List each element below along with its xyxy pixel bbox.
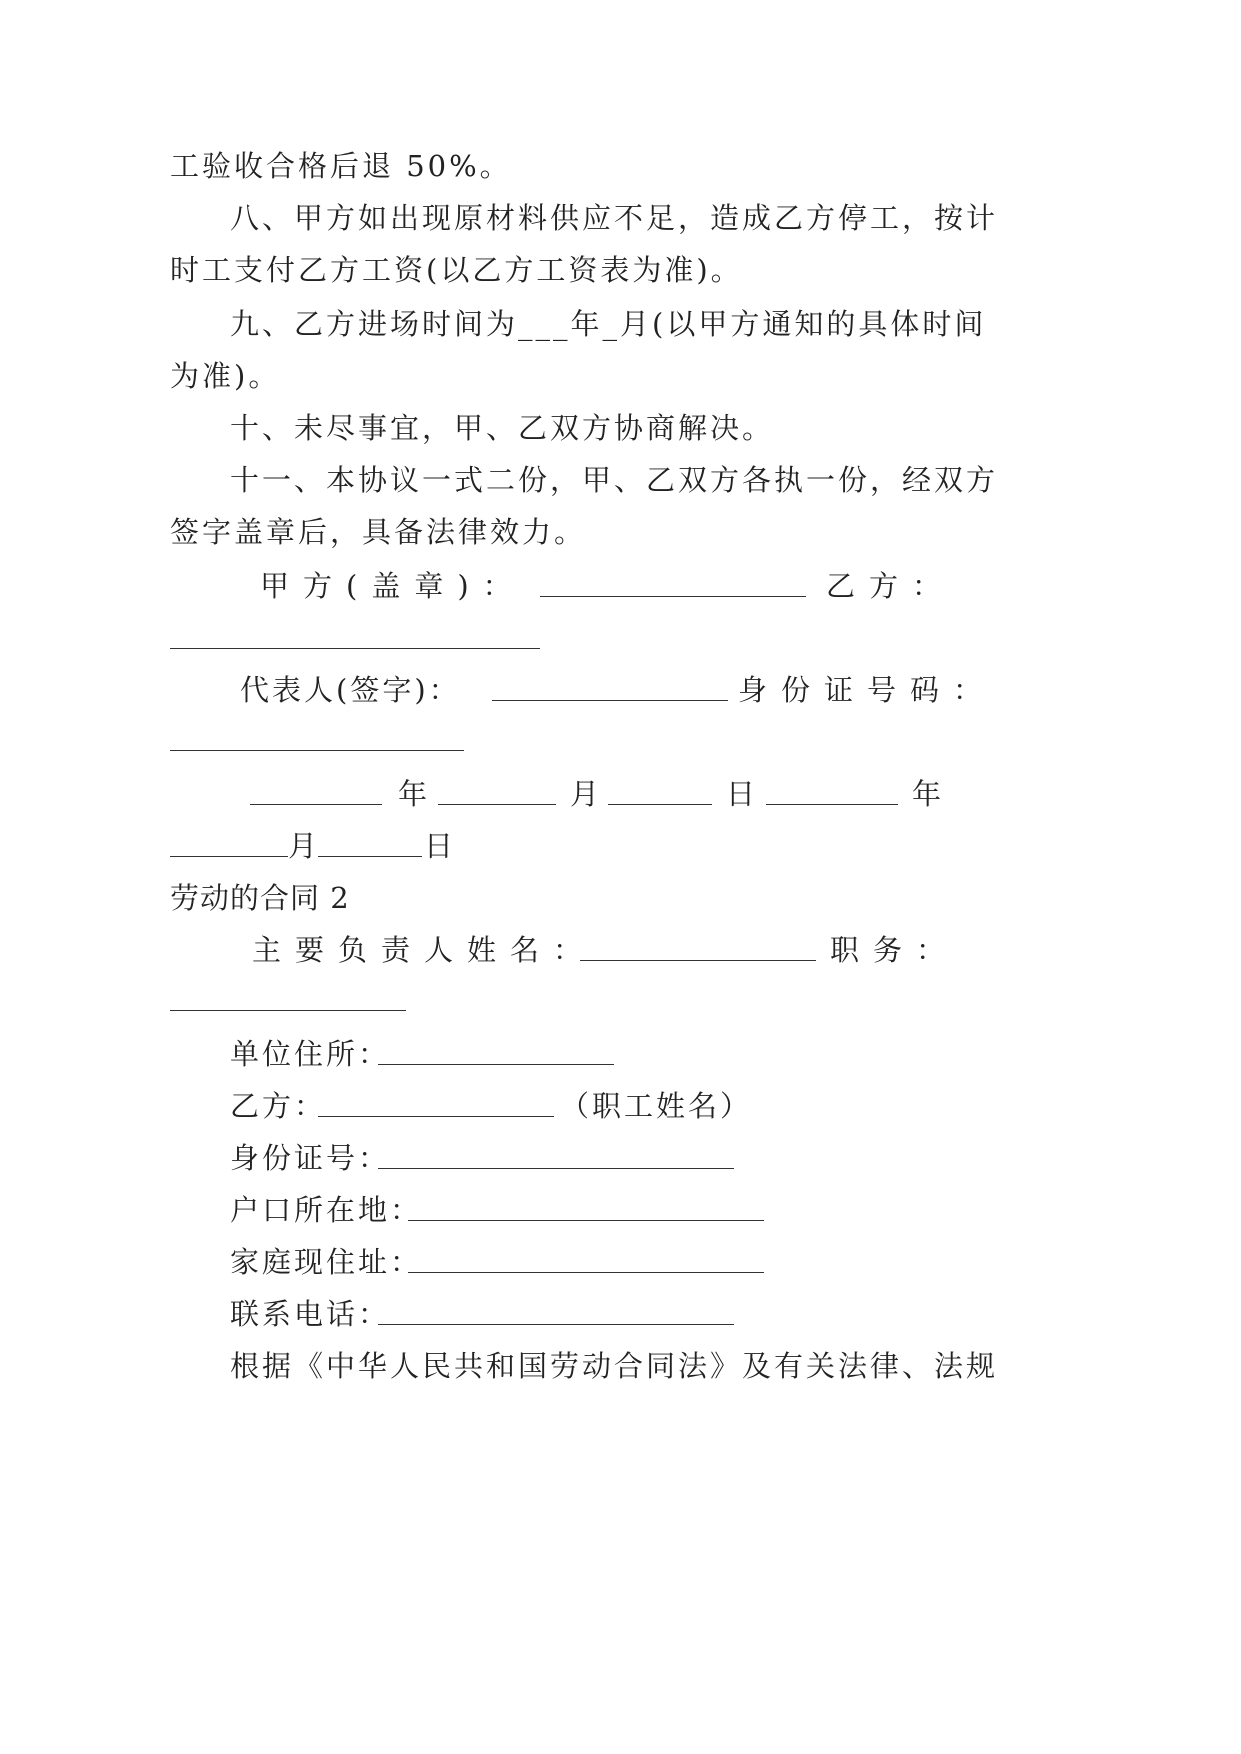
unit-address-label: 单位住所： bbox=[230, 1037, 391, 1071]
clause-8-line-1: 八、甲方如出现原材料供应不足，造成乙方停工，按计 bbox=[230, 201, 999, 235]
id-number-blank[interactable] bbox=[170, 750, 464, 751]
date-a-day-label: 日 bbox=[726, 777, 756, 811]
clause-8-line-2: 时工支付乙方工资(以乙方工资表为准)。 bbox=[170, 253, 743, 287]
date-b-month-label: 月 bbox=[288, 829, 318, 863]
date-a-year-blank[interactable] bbox=[250, 804, 382, 805]
clause-11-line-1: 十一、本协议一式二份，甲、乙双方各执一份，经双方 bbox=[230, 463, 999, 497]
party-b-label: 乙方： bbox=[826, 569, 956, 603]
employee-name-blank[interactable] bbox=[318, 1116, 554, 1117]
clause-9-line-1: 九、乙方进场时间为___年_月(以甲方通知的具体时间 bbox=[230, 307, 987, 341]
phone-label: 联系电话： bbox=[230, 1297, 391, 1331]
manager-name-blank[interactable] bbox=[580, 960, 816, 961]
phone-blank[interactable] bbox=[378, 1324, 734, 1325]
date-b-year-blank[interactable] bbox=[766, 804, 898, 805]
date-a-month-label: 月 bbox=[570, 777, 600, 811]
home-address-blank[interactable] bbox=[408, 1272, 764, 1273]
home-address-label: 家庭现住址： bbox=[230, 1245, 423, 1279]
representative-blank[interactable] bbox=[492, 700, 728, 701]
position-label: 职务： bbox=[830, 933, 960, 967]
clause-11-line-2: 签字盖章后，具备法律效力。 bbox=[170, 515, 587, 549]
manager-name-label: 主要负责人姓名： bbox=[252, 933, 597, 967]
unit-address-blank[interactable] bbox=[378, 1064, 614, 1065]
clause-7-continuation: 工验收合格后退 50%。 bbox=[170, 149, 512, 183]
household-label: 户口所在地： bbox=[230, 1193, 423, 1227]
legal-basis-text: 根据《中华人民共和国劳动合同法》及有关法律、法规 bbox=[230, 1349, 999, 1383]
date-a-day-blank[interactable] bbox=[608, 804, 712, 805]
section-title: 劳动的合同 2 bbox=[170, 881, 350, 915]
party-b-name-label: 乙方： bbox=[230, 1089, 327, 1123]
position-blank[interactable] bbox=[170, 1010, 406, 1011]
clause-9-line-2: 为准)。 bbox=[170, 359, 281, 393]
employee-name-note: （职工姓名） bbox=[560, 1089, 753, 1123]
id-no-label: 身份证号： bbox=[230, 1141, 391, 1175]
id-no-blank[interactable] bbox=[378, 1168, 734, 1169]
household-blank[interactable] bbox=[408, 1220, 764, 1221]
date-a-month-blank[interactable] bbox=[438, 804, 556, 805]
party-a-blank[interactable] bbox=[540, 596, 806, 597]
party-b-blank[interactable] bbox=[170, 648, 540, 649]
party-a-seal-label: 甲方(盖章)： bbox=[260, 569, 526, 603]
date-b-day-label: 日 bbox=[424, 829, 454, 863]
date-b-day-blank[interactable] bbox=[318, 856, 422, 857]
date-b-year-label: 年 bbox=[912, 777, 942, 811]
date-a-year-label: 年 bbox=[398, 777, 428, 811]
date-b-month-blank[interactable] bbox=[170, 856, 288, 857]
id-number-label: 身份证号码： bbox=[738, 673, 997, 707]
representative-label: 代表人(签字)： bbox=[240, 673, 461, 707]
clause-10: 十、未尽事宜，甲、乙双方协商解决。 bbox=[230, 411, 775, 445]
